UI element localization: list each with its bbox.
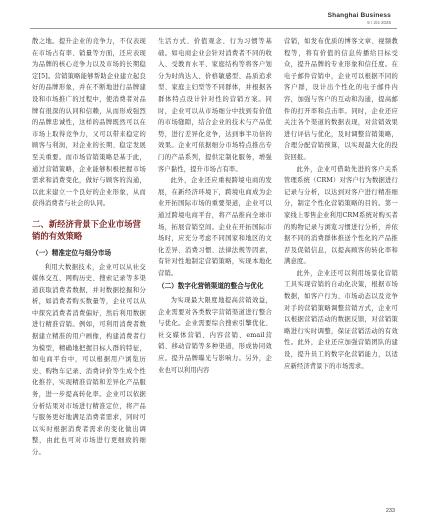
section-heading: 二、新经济背景下企业市场营销的有效策略 — [32, 218, 141, 241]
paragraph: 此外，企业可借助先进的客户关系管理系统（CRM）对客户行为数据进行记录与分析，以达到对客户进行精准细分，制定个性化营销策略的目的。第一家线上零售企业利用CRM系统对购买者的购物记录与浏览习惯进行分析，并依据不同的消费群体推送个性化的产品推荐及促销信息，以提高顾客的转化率和满意度。 — [284, 165, 398, 266]
paragraph: 利用大数据技术，企业可以从社交媒体交互、网购历史、搜索记录等多渠道获取消费者数据，并对数据挖掘和分析，如消费者购买数量等，企业可以从中探究消费者消费偏好，然后利用数据进行精准营销。例如，可利用消费者数据建立精准的用户画像，构建消费者行为模型，精确地把握目标人群的特征，如电商平台中，可以根据用户浏览历史、购物车记录、消费评价等生成个性化推荐，实现精准营销和差异化产品服务，进一步提高转化率。企业可以依据分析结果对市场进行精准定位，将产品与服务更好地满足消费者需求，同时可以实时根据消费者需求的变化做出调整，由此也可对市场进行更细致的细分。 — [32, 263, 146, 456]
journal-issue: 5 / 2/4 2025 — [367, 20, 391, 25]
subsection-heading: （二）数字化营销渠道的整合与优化 — [158, 283, 264, 291]
paragraph: 为实现最大限度地提高营销效益，企业需要对各类数字营销渠道进行整合与优化。企业需要综合搜索引擎优化、社交媒体营销、内容营销、email营销、移动营销等多种渠道，形成协同效应。提升品牌曝光与影响力。另外，企业也可以利用内容 — [158, 297, 272, 374]
column-middle — [158, 36, 272, 376]
paragraph: 生活方式、价值观念、行为习惯等基础。如电商企业会针对消费者不同的收入、受教育水平、家庭结构等将客户划分为时尚达人、价格敏感型、品质追求型、家庭主妇型等不同群体，并根据各群体特点设计针对性的营销方案。同时，企业可以从市场细分中找到有价值的市场缝隙，结合企业的技术与产品优势，进行差异化竞争，达到事半功倍的效果。企业可依据细分市场特点推出专门的产品系列，提供定制化服务，增强客户黏性，提升市场占有率。 — [158, 38, 272, 173]
paragraph: 此外，企业还应重视跨境电商的发展，在新经济环境下，跨境电商成为企业开拓国际市场的重要渠道，企业可以通过跨境电商平台，将产品推向全球市场，拓展营销空间。企业在开拓国际市场时，应充分考虑不同国家和地区的文化差异、消费习惯、法律法规等因素，有针对性地制定营销策略，实现本地化营销。 — [158, 177, 272, 277]
header-rule — [30, 28, 397, 29]
journal-header — [328, 12, 391, 25]
paragraph: 此外，企业还可以利用场景化营销工具实现营销的自动化决策，根据市场数据，如客户行为、市场动态以及竞争对手的营销策略调整营销方式，企业可以根据营销活动的数据反馈，对营销策略进行实时调整，保证营销活动的有效性。此外，企业还应加强营销团队的建设，提升员工的数字化营销能力，以适应新经济背景下的市场需求。 — [284, 269, 398, 370]
page-number: 233 — [385, 508, 395, 514]
subsection-heading: （一）精准定位与细分市场 — [32, 249, 112, 257]
column-right — [284, 36, 398, 372]
journal-title: Shanghai Business — [327, 12, 391, 19]
column-left — [32, 36, 146, 459]
paragraph: 散之地。提升企业的竞争力，不仅表现在市场占有率、销量等方面，还应表现为品牌的核心竞争力以及市场的长期稳定[5]。营销策略能够帮助企业建立起良好的品牌形象，并在不断地进行品牌建设和市场推广的过程中，使消费者对品牌有很深的认同和信赖，从而形成强烈的品牌忠诚性，这样的品牌既然可以在市场上取得竞争力，又可以带来稳定的顾客与利润，对企业的长期、稳定发展至关重要。而市场营销策略是基于此，通过营销策略，企业能够积极把握市场需求和消费变化，做好与顾客的沟通，以此来建立一个良好的企业形象，从而获得消费者与社会的认同。 — [32, 38, 146, 208]
paragraph: 营销，如发布优质的博客文章、视频教程等，将有价值的信息传播给目标受众，提升品牌的专业形象和信任度。在电子邮件营销中，企业可以根据不同的客户群，设计出个性化的电子邮件内容，加强与客户的互动和沟通，提高邮件的打开率和点击率。同时，企业还应关注各个渠道的数据表现，对营销效果进行评估与优化，及时调整营销策略，合理分配营销预算，以实现最大化的投资回报。 — [284, 38, 398, 161]
